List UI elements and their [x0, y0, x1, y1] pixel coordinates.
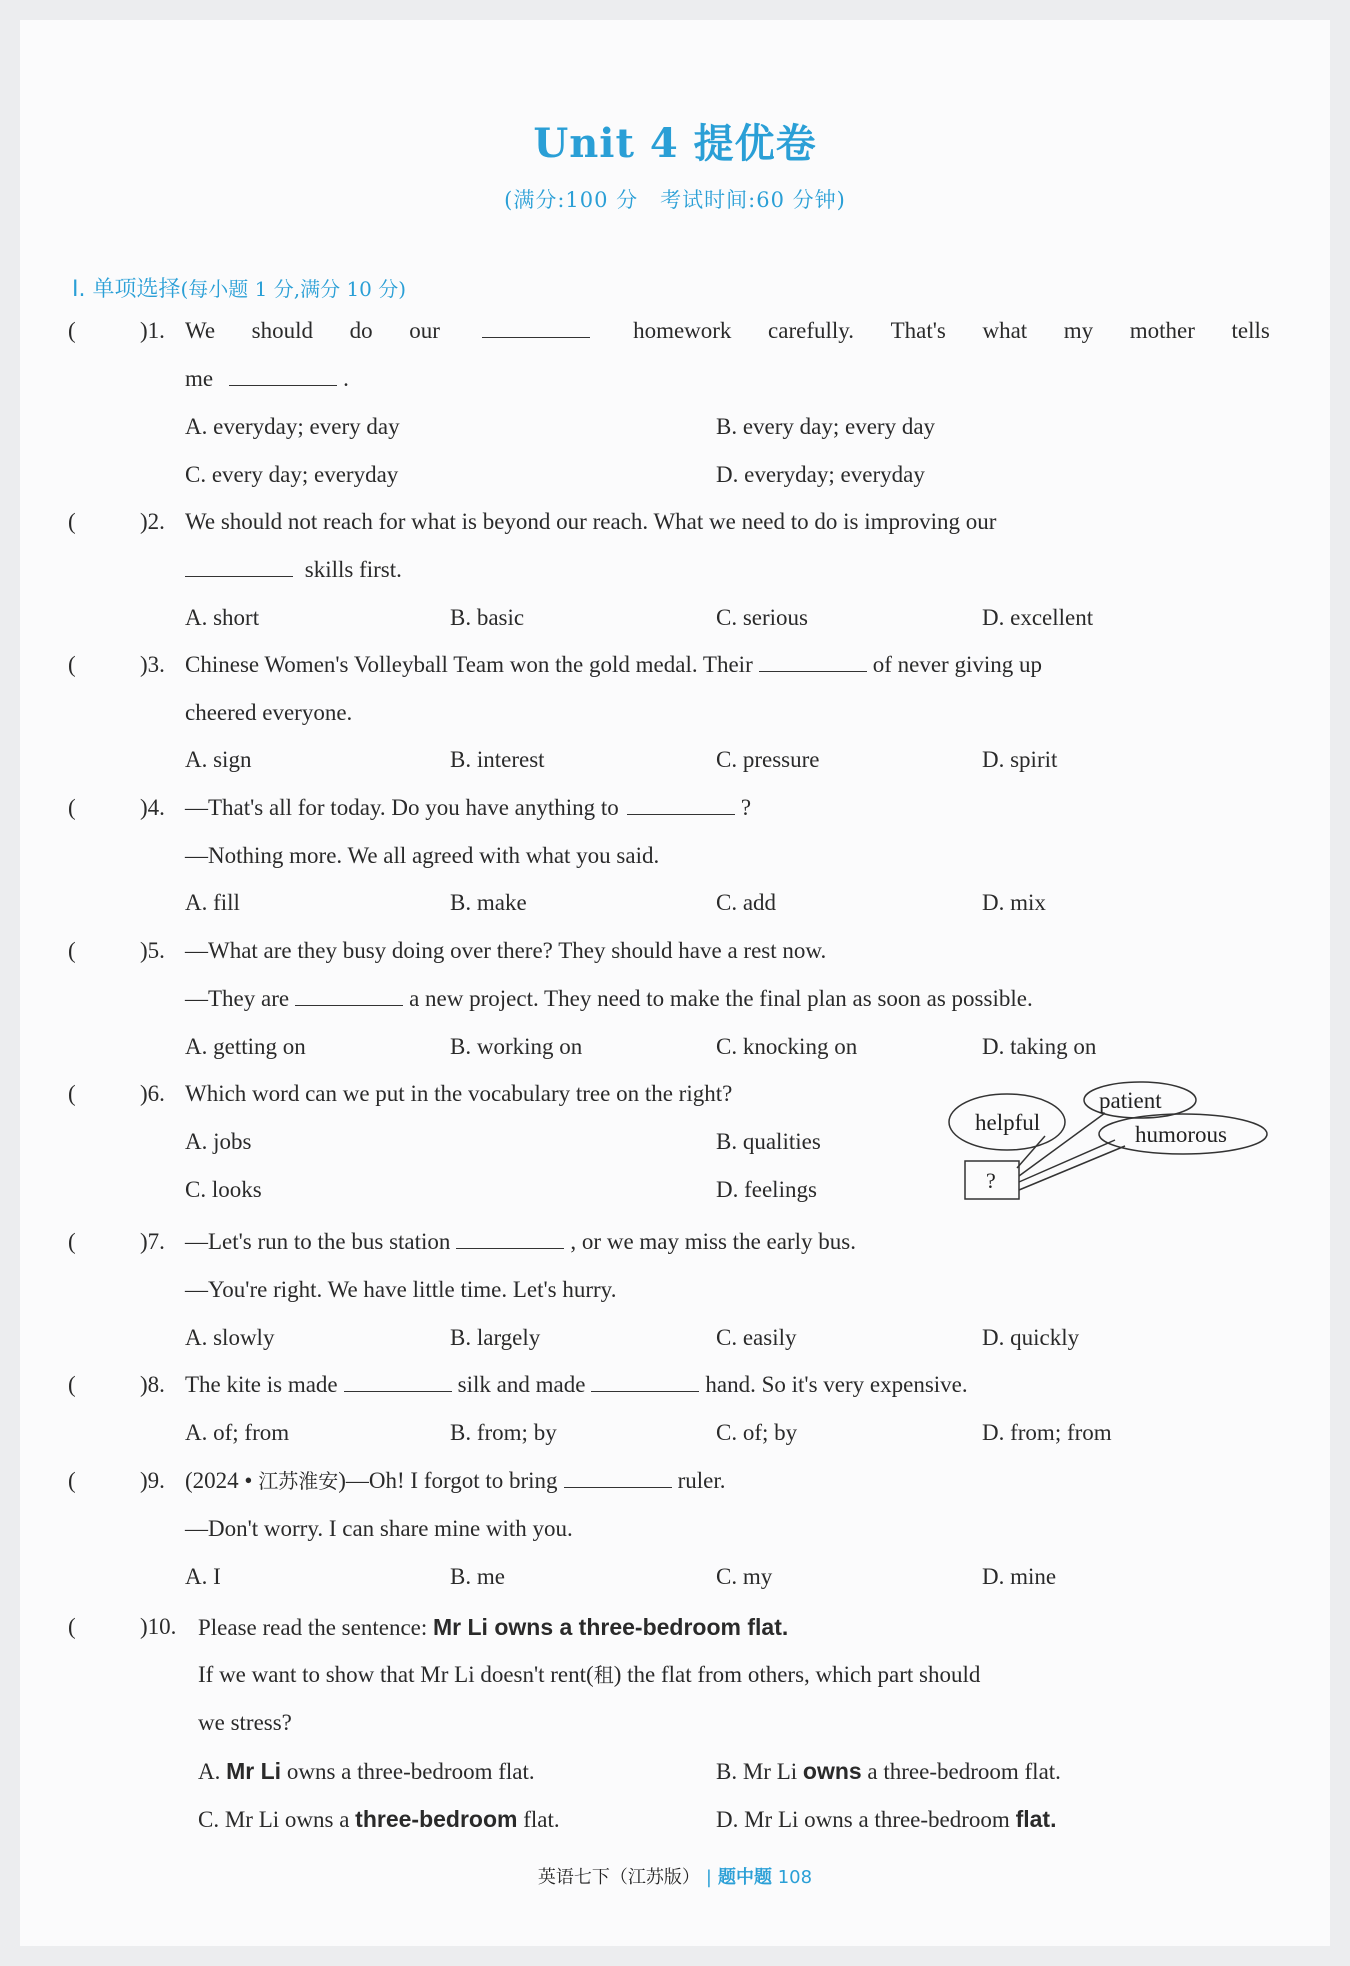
answer-blank[interactable] — [564, 1467, 672, 1488]
question-stem — [185, 1371, 968, 1399]
stem-text: —That's all for today. Do you have anything to — [185, 795, 619, 820]
option-c[interactable]: C. my — [716, 1564, 773, 1589]
source-tag — [185, 1468, 346, 1493]
answer-blank[interactable] — [627, 794, 735, 815]
option-b[interactable]: B. working on — [450, 1034, 583, 1059]
question-number: )1. — [140, 318, 165, 343]
option-d[interactable] — [716, 1805, 1056, 1834]
option-a[interactable]: A. sign — [185, 747, 252, 772]
option-c[interactable]: C. serious — [716, 605, 808, 630]
question-stem: Which word can we put in the vocabulary tree on the right? — [185, 1081, 733, 1106]
option-a[interactable]: A. getting on — [185, 1034, 306, 1059]
question-stem-line2 — [198, 1661, 980, 1689]
question-number: )6. — [140, 1081, 165, 1106]
question-number: )10. — [140, 1614, 177, 1639]
stem-text: hand. So it's very expensive. — [705, 1372, 968, 1397]
stem-word: homework — [633, 318, 732, 343]
stem-text: Please read the sentence: — [198, 1615, 433, 1640]
stem-text: ) the flat from others, which part should — [613, 1662, 981, 1687]
answer-blank[interactable] — [295, 985, 403, 1006]
option-text: owns a three-bedroom flat. — [281, 1759, 535, 1784]
stem-gloss: 租 — [593, 1663, 614, 1687]
tree-root-mark: ? — [986, 1168, 996, 1193]
source-region: 江苏淮安 — [258, 1469, 339, 1493]
section-note: (每小题 1 分,满分 10 分) — [180, 277, 407, 301]
option-c[interactable]: C. every day; everyday — [185, 462, 399, 487]
answer-blank[interactable] — [344, 1371, 452, 1392]
question-stem: We should not reach for what is beyond our reach. What we need to do is improving our — [185, 509, 997, 534]
option-d[interactable]: D. from; from — [982, 1420, 1112, 1445]
question-number: )3. — [140, 652, 165, 677]
question-stem-line2: cheered everyone. — [185, 700, 353, 725]
question-stem-line2 — [185, 985, 1033, 1013]
option-d[interactable]: D. feelings — [716, 1177, 817, 1202]
option-d[interactable]: D. excellent — [982, 605, 1094, 630]
stressed-word: Mr Li — [226, 1758, 282, 1784]
stem-word: my — [1063, 318, 1094, 343]
option-text: B. Mr Li — [716, 1759, 803, 1784]
question-stem — [198, 1613, 788, 1642]
question-stem — [185, 317, 1270, 345]
stem-word: carefully. — [768, 318, 855, 343]
stem-text: ? — [740, 795, 752, 820]
option-d[interactable]: D. taking on — [982, 1034, 1097, 1059]
stem-word: That's — [890, 318, 946, 343]
footer-divider: | — [705, 1867, 712, 1888]
option-c[interactable]: C. easily — [716, 1325, 797, 1350]
stressed-word: three-bedroom — [355, 1806, 518, 1832]
vocabulary-tree-diagram — [945, 1080, 1275, 1208]
question-stem — [185, 651, 1042, 679]
answer-blank[interactable] — [482, 317, 590, 338]
page-number: 108 — [777, 1867, 813, 1888]
option-b[interactable]: B. from; by — [450, 1420, 557, 1445]
answer-blank[interactable] — [591, 1371, 699, 1392]
stem-word: do — [349, 318, 373, 343]
source-year: (2024 • — [185, 1468, 259, 1493]
option-d[interactable]: D. quickly — [982, 1325, 1080, 1350]
stem-text: , or we may miss the early bus. — [570, 1229, 856, 1254]
stem-text: —Oh! I forgot to bring — [345, 1468, 558, 1493]
tree-word-humorous: humorous — [1135, 1122, 1227, 1147]
option-a[interactable]: A. fill — [185, 890, 240, 915]
page-footer — [0, 1863, 1350, 1889]
stem-text: ruler. — [677, 1468, 726, 1493]
question-stem-line2 — [185, 556, 402, 584]
option-text: D. Mr Li owns a three-bedroom — [716, 1807, 1016, 1832]
page-title: Unit 4 提优卷 — [533, 120, 817, 167]
source-close: ) — [338, 1468, 346, 1493]
answer-bracket[interactable]: ( — [68, 1614, 76, 1639]
question-stem-line2: —You're right. We have little time. Let's hurry. — [185, 1277, 617, 1302]
stem-text: a new project. They need to make the final plan as soon as possible. — [409, 986, 1033, 1011]
stressed-word: flat. — [1015, 1806, 1057, 1832]
option-b[interactable]: B. largely — [450, 1325, 541, 1350]
stem-word: mother — [1129, 318, 1195, 343]
answer-blank[interactable] — [185, 556, 293, 577]
option-c[interactable]: C. of; by — [716, 1420, 798, 1445]
option-b[interactable] — [716, 1757, 1061, 1786]
series-name: 题中题 — [717, 1867, 772, 1888]
option-a[interactable]: A. I — [185, 1564, 221, 1589]
section-label: Ⅰ. 单项选择 — [72, 277, 181, 302]
target-sentence: Mr Li owns a three-bedroom flat. — [433, 1614, 789, 1640]
option-d[interactable]: D. mine — [982, 1564, 1057, 1589]
book-title: 英语七下（江苏版） — [537, 1867, 700, 1888]
option-text: a three-bedroom flat. — [861, 1759, 1061, 1784]
stem-word: should — [251, 318, 314, 343]
stem-text: of never giving up — [872, 652, 1042, 677]
answer-bracket[interactable]: ( — [68, 1229, 76, 1254]
stem-text: —Let's run to the bus station — [185, 1229, 451, 1254]
answer-blank[interactable] — [229, 365, 337, 386]
option-d[interactable]: D. spirit — [982, 747, 1058, 772]
page-sheet — [20, 20, 1330, 1946]
option-text: flat. — [517, 1807, 560, 1832]
section-heading — [72, 272, 406, 303]
option-c[interactable]: C. knocking on — [716, 1034, 858, 1059]
stressed-word: owns — [802, 1758, 862, 1784]
answer-bracket[interactable]: ( — [68, 1372, 76, 1397]
question-number: )2. — [140, 509, 165, 534]
option-a[interactable]: A. short — [185, 605, 260, 630]
option-c[interactable]: C. looks — [185, 1177, 262, 1202]
stem-text: If we want to show that Mr Li doesn't rent( — [198, 1662, 594, 1687]
answer-bracket[interactable]: ( — [68, 318, 76, 343]
answer-bracket[interactable]: ( — [68, 1468, 76, 1493]
option-c[interactable] — [198, 1805, 560, 1834]
question-number: )9. — [140, 1468, 165, 1493]
option-c[interactable]: C. pressure — [716, 747, 820, 772]
option-a[interactable]: A. of; from — [185, 1420, 290, 1445]
option-b[interactable]: B. interest — [450, 747, 545, 772]
option-text: A. — [198, 1759, 227, 1784]
question-stem-line2 — [185, 365, 349, 393]
question-stem — [185, 1228, 856, 1256]
stem-text: me — [185, 366, 214, 391]
stem-word: our — [409, 318, 440, 343]
question-stem — [185, 794, 751, 822]
stem-text: —They are — [185, 986, 290, 1011]
option-text: C. Mr Li owns a — [198, 1807, 356, 1832]
answer-blank[interactable] — [759, 651, 867, 672]
question-stem-line2: —Nothing more. We all agreed with what you said. — [185, 843, 660, 868]
exam-info: (满分:100 分 考试时间:60 分钟) — [504, 188, 846, 212]
stem-text: Chinese Women's Volleyball Team won the gold medal. Their — [185, 652, 753, 677]
stem-word: We — [185, 318, 216, 343]
answer-bracket[interactable]: ( — [68, 938, 76, 963]
stem-word: tells — [1231, 318, 1270, 343]
option-a[interactable] — [198, 1757, 535, 1786]
option-d[interactable]: D. mix — [982, 890, 1046, 915]
answer-bracket[interactable]: ( — [68, 652, 76, 677]
stem-text: skills first. — [304, 557, 402, 582]
option-c[interactable]: C. add — [716, 890, 777, 915]
answer-bracket[interactable]: ( — [68, 1081, 76, 1106]
option-d[interactable]: D. everyday; everyday — [716, 462, 925, 487]
stem-text: The kite is made — [185, 1372, 338, 1397]
question-number: )7. — [140, 1229, 165, 1254]
question-stem: —What are they busy doing over there? They should have a rest now. — [185, 938, 827, 963]
option-a[interactable]: A. everyday; every day — [185, 414, 400, 439]
question-stem-line3: we stress? — [198, 1710, 292, 1735]
option-b[interactable]: B. me — [450, 1564, 505, 1589]
tree-word-helpful: helpful — [975, 1110, 1041, 1135]
answer-blank[interactable] — [456, 1228, 564, 1249]
answer-bracket[interactable]: ( — [68, 795, 76, 820]
stem-text: . — [343, 366, 349, 391]
question-number: )8. — [140, 1372, 165, 1397]
stem-text: silk and made — [457, 1372, 586, 1397]
question-stem — [185, 1467, 725, 1495]
tree-word-patient: patient — [1099, 1088, 1162, 1113]
option-b[interactable]: B. every day; every day — [716, 414, 936, 439]
option-b[interactable]: B. qualities — [716, 1129, 821, 1154]
option-b[interactable]: B. make — [450, 890, 527, 915]
answer-bracket[interactable]: ( — [68, 509, 76, 534]
stem-word: what — [982, 318, 1028, 343]
question-stem-line2: —Don't worry. I can share mine with you. — [185, 1516, 573, 1541]
option-a[interactable]: A. jobs — [185, 1129, 252, 1154]
question-number: )5. — [140, 938, 165, 963]
question-number: )4. — [140, 795, 165, 820]
option-b[interactable]: B. basic — [450, 605, 525, 630]
option-a[interactable]: A. slowly — [185, 1325, 275, 1350]
